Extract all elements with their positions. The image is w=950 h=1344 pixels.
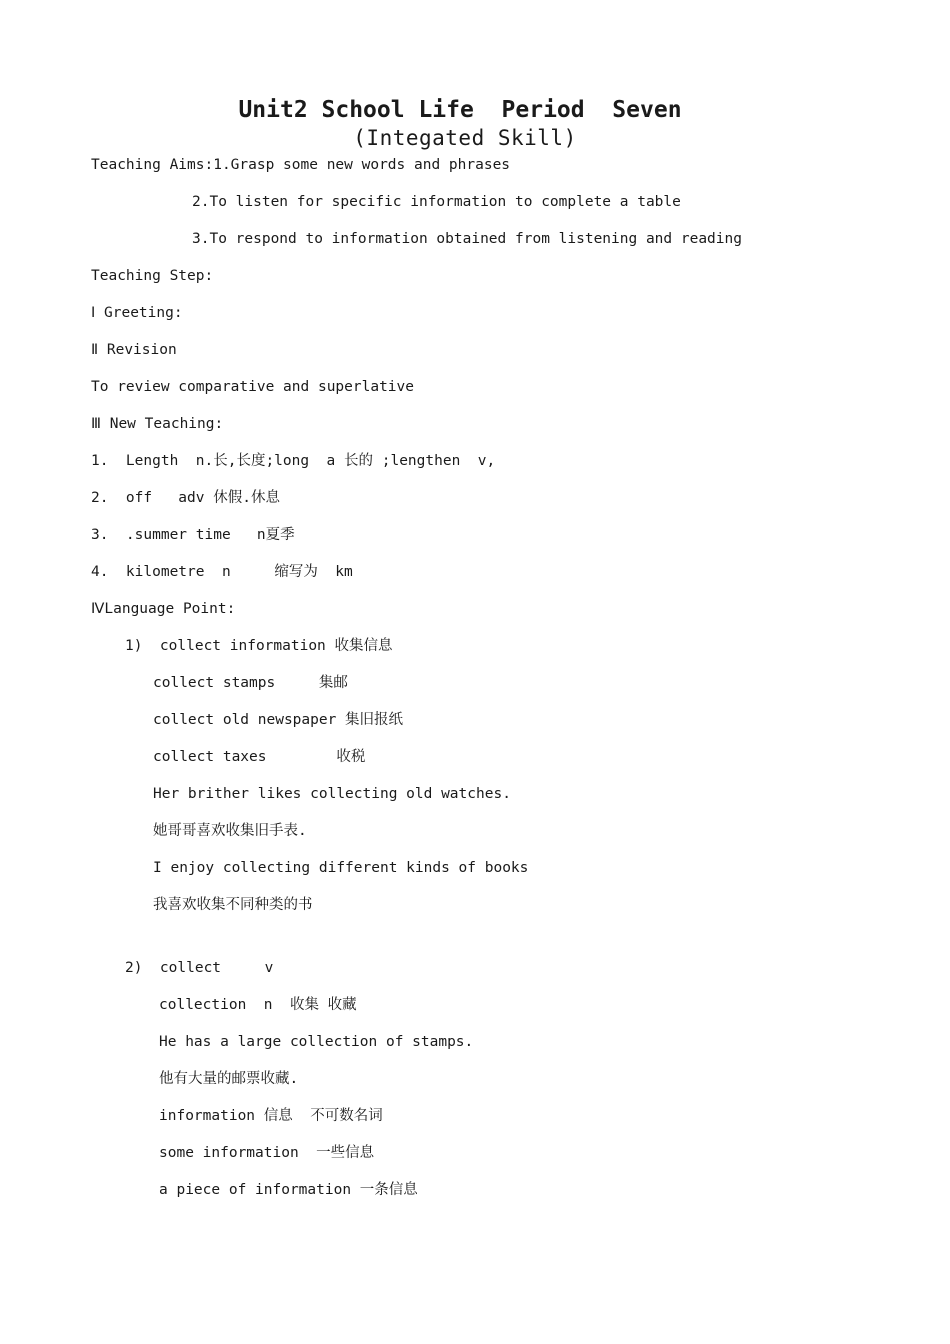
point1-line: collect old newspaper 集旧报纸 <box>153 712 404 728</box>
point1-line: collect taxes 收税 <box>153 749 366 765</box>
language-point-label: ⅣLanguage Point: <box>91 601 236 617</box>
point2-line: information 信息 不可数名词 <box>159 1108 383 1124</box>
page-subtitle: (Integated Skill) <box>353 126 577 150</box>
teaching-aims-line: Teaching Aims:1.Grasp some new words and phrases <box>91 157 511 173</box>
step-revision: Ⅱ Revision <box>91 342 177 358</box>
step-greeting: Ⅰ Greeting: <box>91 305 183 321</box>
teaching-aim-2: 2.To listen for specific information to complete a table <box>192 194 681 210</box>
vocab-item: 3. .summer time n夏季 <box>91 527 295 543</box>
page-title: Unit2 School Life Period Seven <box>238 97 682 123</box>
step-new-teaching: Ⅲ New Teaching: <box>91 416 224 432</box>
point2-line: a piece of information 一条信息 <box>159 1182 418 1198</box>
point1-line: 我喜欢收集不同种类的书 <box>153 897 313 913</box>
point2-line: some information 一些信息 <box>159 1145 375 1161</box>
point2-line: 2) collect v <box>125 960 274 976</box>
vocab-item: 1. Length n.长,长度;long a 长的 ;lengthen v, <box>91 453 496 469</box>
vocab-item: 2. off adv 休假.休息 <box>91 490 280 506</box>
revision-text: To review comparative and superlative <box>91 379 415 395</box>
point1-line: collect stamps 集邮 <box>153 675 348 691</box>
vocab-item: 4. kilometre n 缩写为 km <box>91 564 353 580</box>
point1-line: Her brither likes collecting old watches. <box>153 786 511 802</box>
point1-line: I enjoy collecting different kinds of books <box>153 860 529 876</box>
point2-line: collection n 收集 收藏 <box>159 997 357 1013</box>
point2-line: 他有大量的邮票收藏. <box>159 1071 299 1087</box>
point1-line: 她哥哥喜欢收集旧手表. <box>153 823 307 839</box>
teaching-aim-3: 3.To respond to information obtained from listening and reading <box>192 231 742 247</box>
teaching-step-label: Teaching Step: <box>91 268 214 284</box>
point1-line: 1) collect information 收集信息 <box>125 638 393 654</box>
point2-line: He has a large collection of stamps. <box>159 1034 474 1050</box>
